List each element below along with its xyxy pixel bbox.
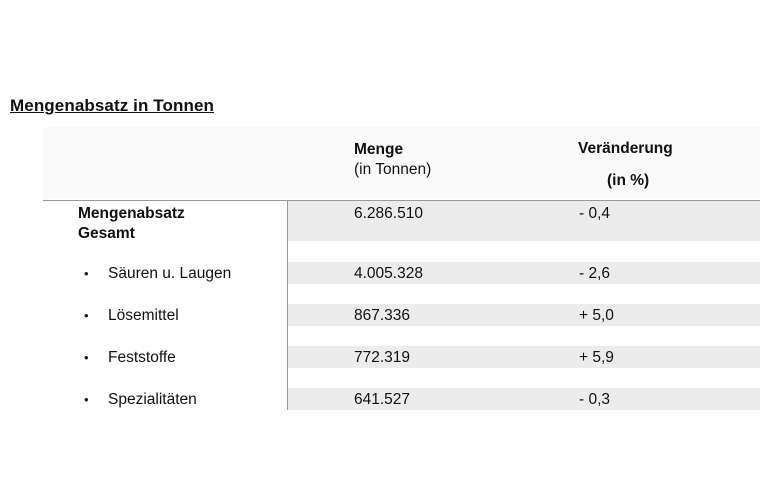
row-menge: 641.527 [354, 391, 411, 408]
row-menge: 4.005.328 [354, 265, 423, 282]
row-veraenderung: - 0,3 [579, 391, 611, 408]
row-label [78, 204, 185, 244]
row-veraenderung: - 0,4 [579, 205, 611, 222]
bullet-icon: • [84, 350, 89, 365]
row-label: Säuren u. Laugen [108, 265, 232, 282]
column-header-veraenderung-unit: (in %) [607, 172, 650, 189]
row-menge: 772.319 [354, 349, 411, 366]
page-title: Mengenabsatz in Tonnen [10, 96, 215, 115]
row-label: Feststoffe [108, 349, 176, 366]
menge-header-unit: (in Tonnen) [354, 161, 432, 178]
row-label-line1: Mengenabsatz [78, 205, 185, 222]
bullet-icon: • [84, 266, 89, 281]
row-label: Lösemittel [108, 307, 179, 324]
menge-header-label: Menge [354, 141, 404, 158]
bullet-icon: • [84, 308, 89, 323]
bullet-icon: • [84, 392, 89, 407]
row-label-line2: Gesamt [78, 225, 135, 242]
row-veraenderung: + 5,0 [579, 307, 614, 324]
column-header-menge [354, 140, 431, 180]
row-veraenderung: - 2,6 [579, 265, 611, 282]
column-header-veraenderung: Veränderung [578, 140, 673, 157]
row-menge: 867.336 [354, 307, 411, 324]
row-veraenderung: + 5,9 [579, 349, 614, 366]
row-menge: 6.286.510 [354, 205, 423, 222]
row-label: Spezialitäten [108, 391, 197, 408]
